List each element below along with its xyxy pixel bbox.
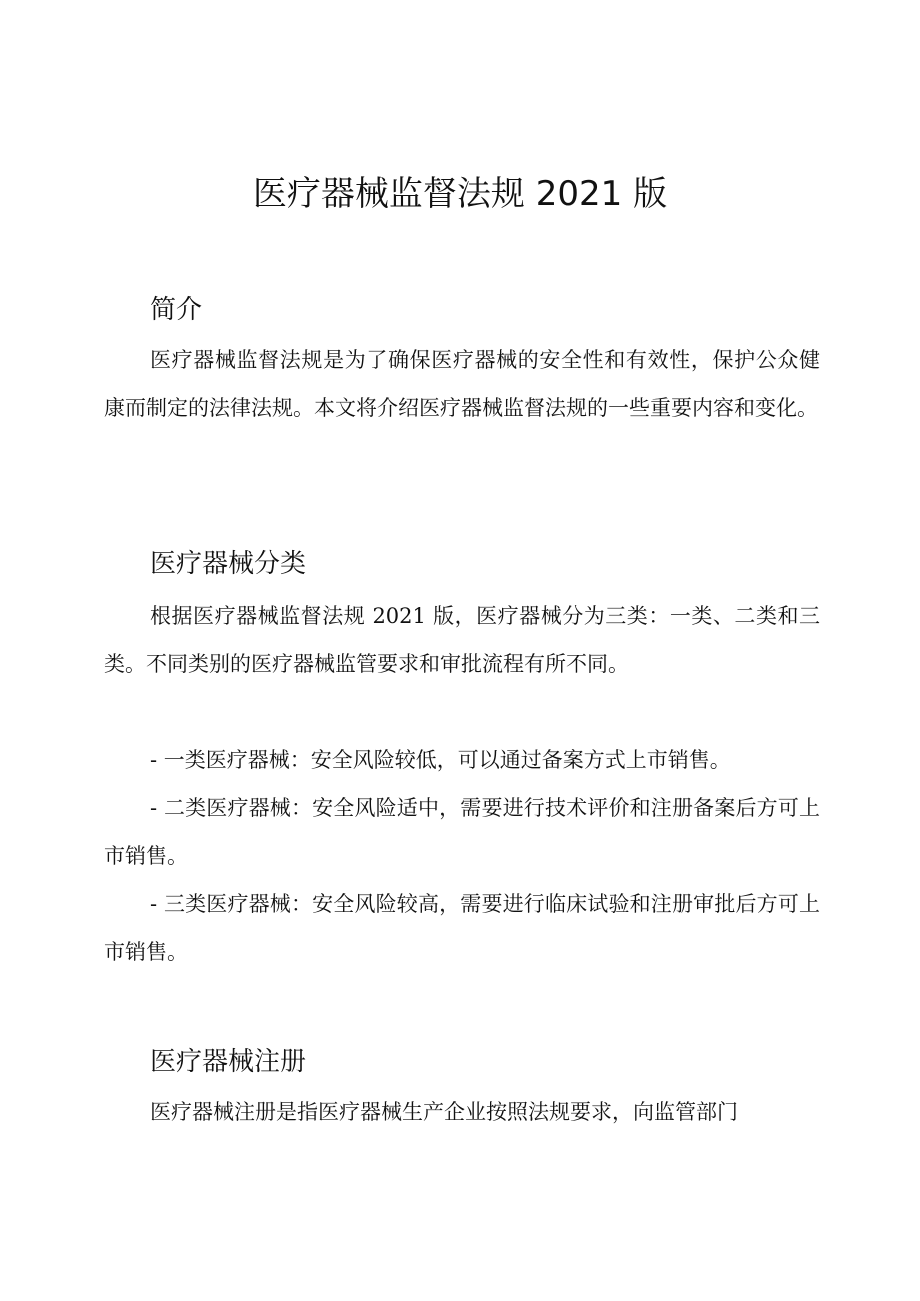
section-heading-intro: 简介 (150, 295, 203, 325)
list-item-class-two: - 二类医疗器械：安全风险适中，需要进行技术评价和注册备案后方可上市销售。 (104, 796, 820, 868)
paragraph-intro: 医疗器械监督法规是为了确保医疗器械的安全性和有效性，保护公众健康而制定的法律法规。本文将介绍医疗器械监督法规的一些重要内容和变化。 (104, 348, 820, 420)
list-item-class-one: - 一类医疗器械：安全风险较低，可以通过备案方式上市销售。 (150, 748, 731, 772)
paragraph-registration: 医疗器械注册是指医疗器械生产企业按照法规要求，向监管部门 (150, 1100, 738, 1124)
document-title: 医疗器械监督法规 2021 版 (252, 174, 668, 214)
paragraph-classification: 根据医疗器械监督法规 2021 版，医疗器械分为三类：一类、二类和三类。不同类别的医疗器械监管要求和审批流程有所不同。 (104, 604, 820, 676)
section-heading-registration: 医疗器械注册 (150, 1047, 307, 1077)
list-item-class-three: - 三类医疗器械：安全风险较高，需要进行临床试验和注册审批后方可上市销售。 (104, 892, 820, 964)
section-heading-classification: 医疗器械分类 (150, 549, 307, 579)
